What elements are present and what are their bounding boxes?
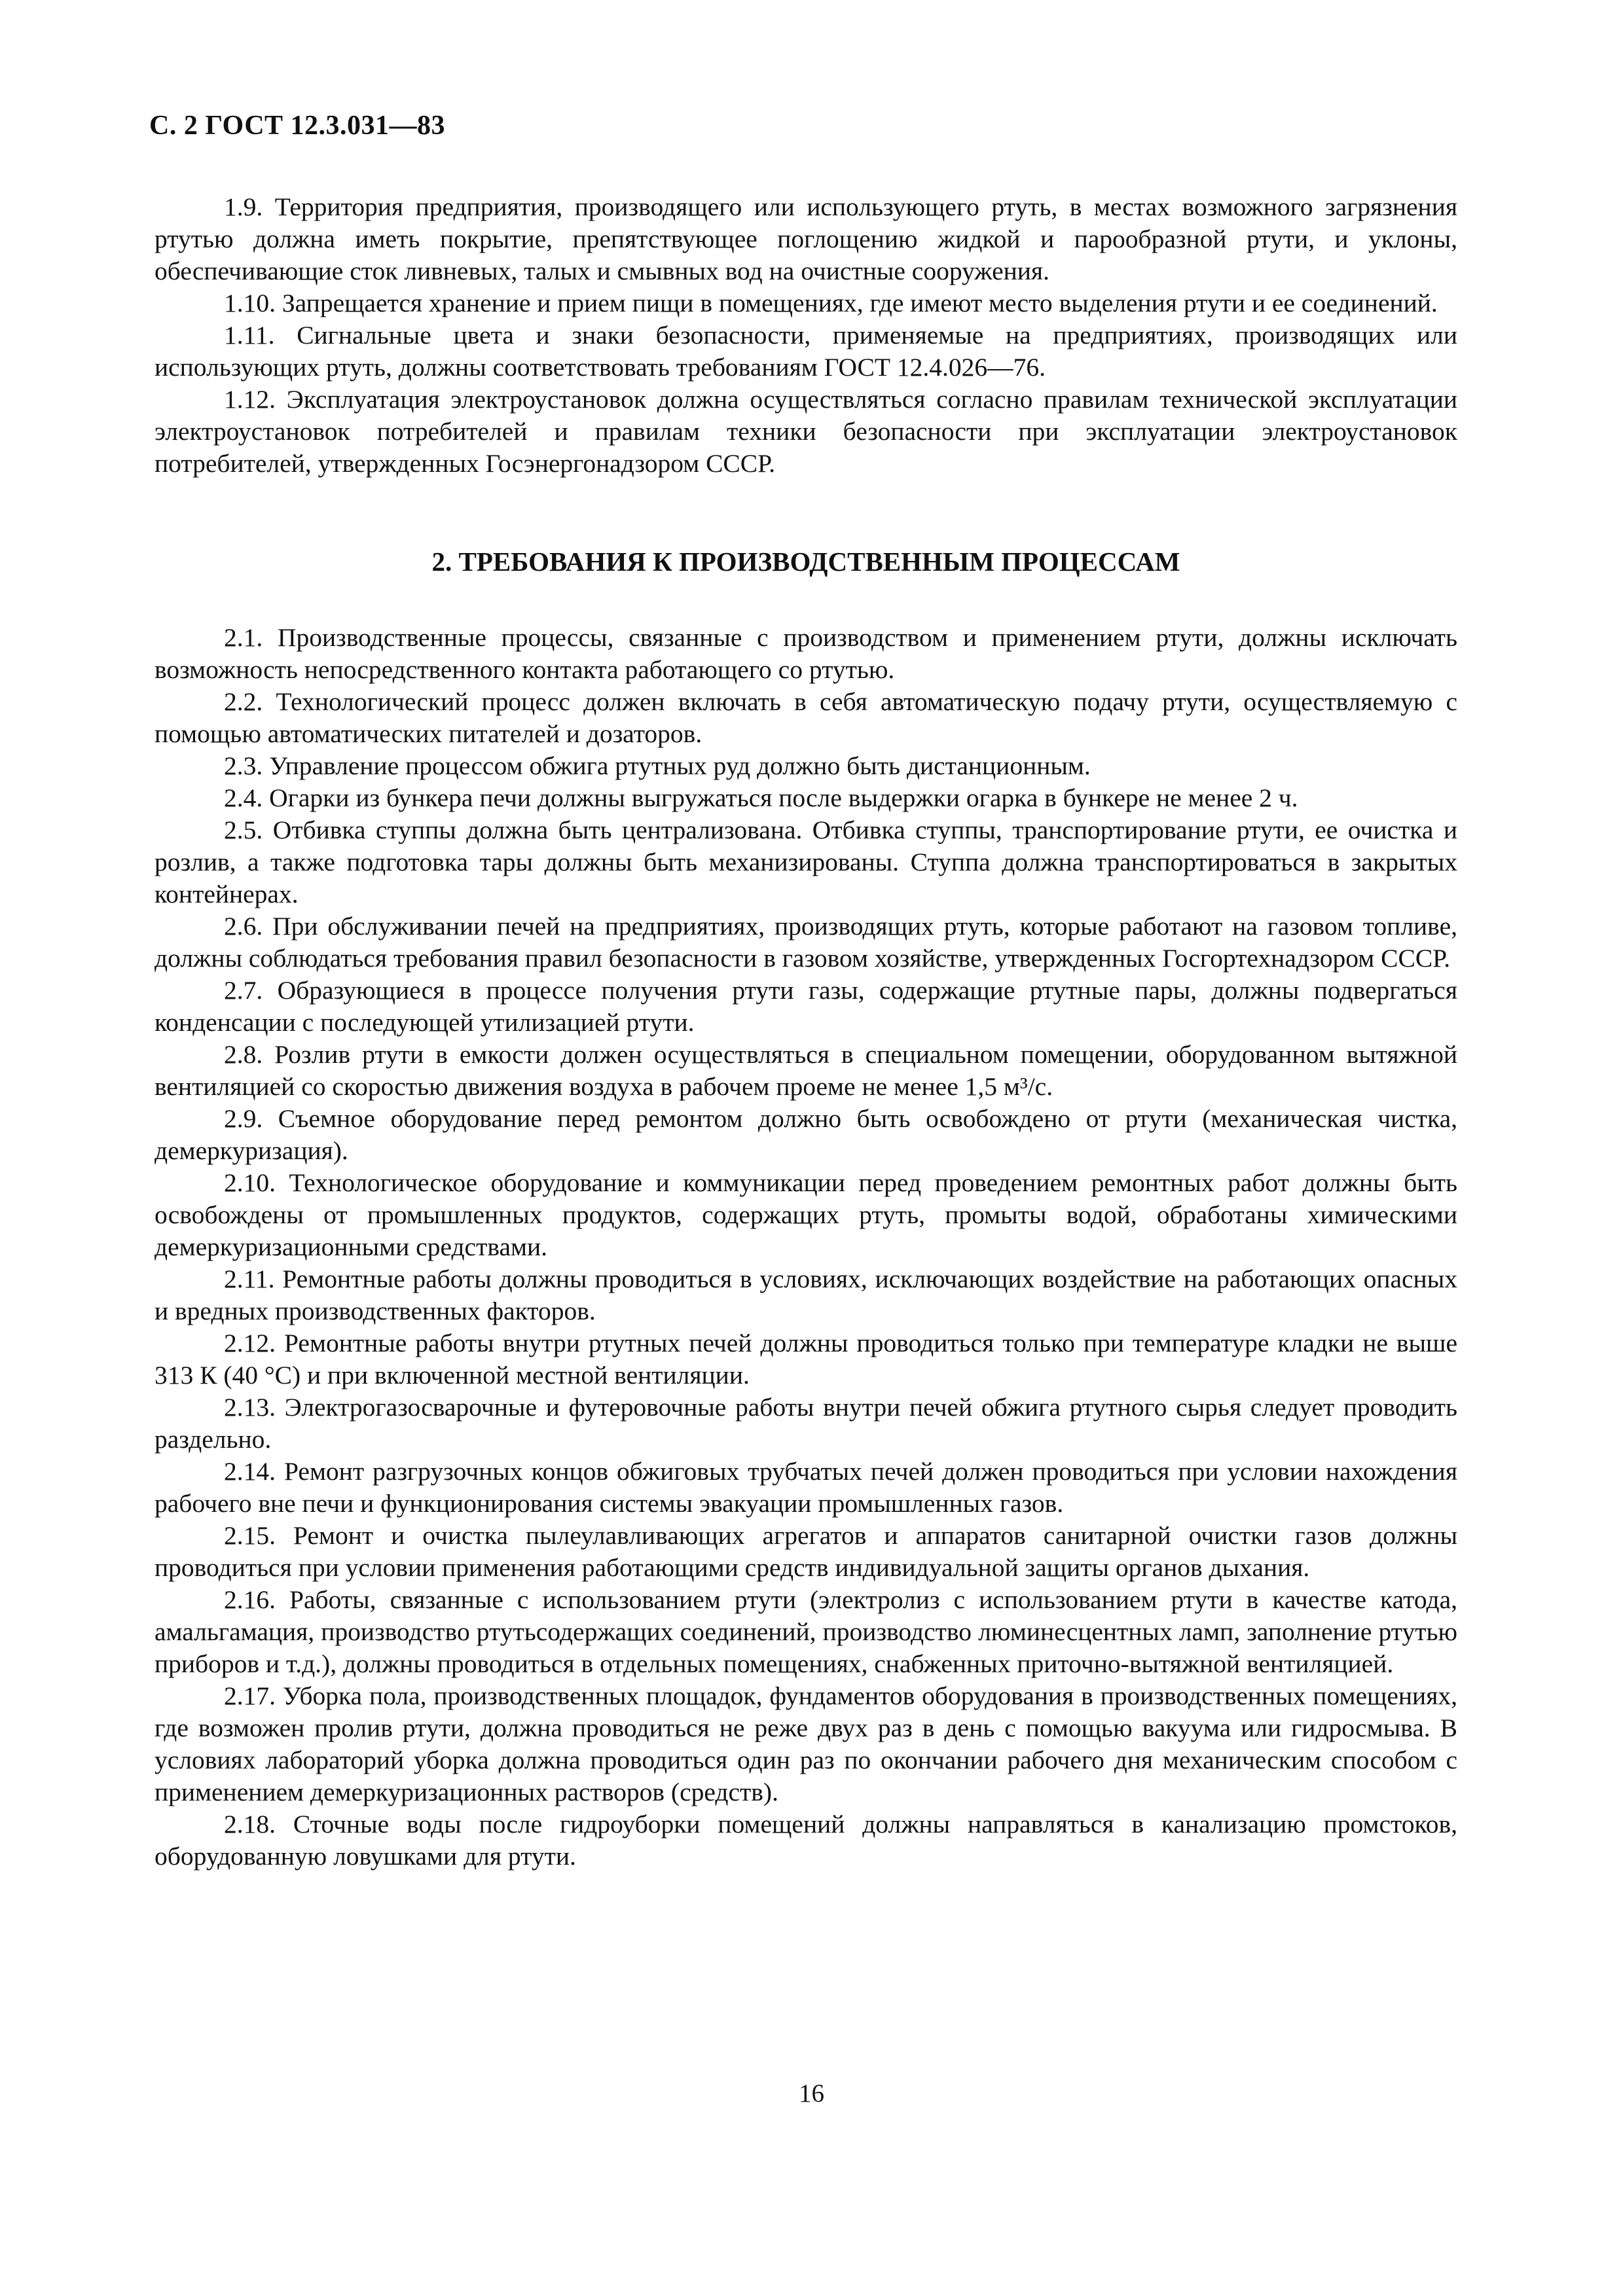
paragraph-2-15: 2.15. Ремонт и очистка пылеулавливающих агрегатов и аппаратов санитарной очистки газов должны проводиться при условии применения работающими средств индивидуальной защиты органов дыхания. [155, 1521, 1457, 1582]
paragraph-1-10: 1.10. Запрещается хранение и прием пищи в помещениях, где имеют место выделения ртути и ее соединений. [224, 289, 1438, 317]
paragraph-2-17: 2.17. Уборка пола, производственных площадок, фундаментов оборудования в производственных помещениях, где возможен пролив ртути, должна проводиться не реже двух раз в день с помощью вакуума или гидросмыва. В условиях лабораторий уборка должна проводиться один раз по окончании рабочего дня механическим способом с применением демеркуризационных растворов (средств). [155, 1681, 1457, 1806]
paragraph-1-12: 1.12. Эксплуатация электроустановок должна осуществляться согласно правилам технической эксплуатации электроустановок потребителей и правилам техники безопасности при эксплуатации электроустановок потребителей, утвержденных Госэнергонадзором СССР. [155, 385, 1457, 478]
paragraph-2-10: 2.10. Технологическое оборудование и коммуникации перед проведением ремонтных работ должны быть освобождены от промышленных продуктов, содержащих ртуть, промыты водой, обработаны химическими демеркуризационными средствами. [155, 1168, 1457, 1261]
paragraph-2-7: 2.7. Образующиеся в процессе получения ртути газы, содержащие ртутные пары, должны подвергаться конденсации с последующей утилизацией ртути. [155, 976, 1457, 1037]
page-number: 16 [799, 2079, 824, 2108]
paragraph-1-9: 1.9. Территория предприятия, производящего или использующего ртуть, в местах возможного загрязнения ртутью должна иметь покрытие, препятствующее поглощению жидкой и парообразной ртути, и уклоны, обеспечивающие сток ливневых, талых и смывных вод на очистные сооружения. [155, 192, 1457, 285]
paragraph-2-13: 2.13. Электрогазосварочные и футеровочные работы внутри печей обжига ртутного сырья следует проводить раздельно. [155, 1393, 1457, 1454]
paragraph-2-1: 2.1. Производственные процессы, связанные с производством и применением ртути, должны исключать возможность непосредственного контакта работающего со ртутью. [155, 623, 1457, 684]
section-2-title: 2. ТРЕБОВАНИЯ К ПРОИЗВОДСТВЕННЫМ ПРОЦЕССАМ [431, 547, 1180, 577]
section-1-body [155, 191, 1457, 480]
section-2-body [155, 622, 1457, 1873]
paragraph-2-4: 2.4. Огарки из бункера печи должны выгружаться после выдержки огарка в бункере не менее 2 ч. [224, 783, 1298, 812]
paragraph-2-12: 2.12. Ремонтные работы внутри ртутных печей должны проводиться только при температуре кладки не выше 313 К (40 °С) и при включенной местной вентиляции. [155, 1329, 1457, 1390]
page-header: С. 2 ГОСТ 12.3.031—83 [149, 111, 446, 141]
paragraph-2-9: 2.9. Съемное оборудование перед ремонтом должно быть освобождено от ртути (механическая чистка, демеркуризация). [155, 1104, 1457, 1165]
paragraph-2-2: 2.2. Технологический процесс должен включать в себя автоматическую подачу ртути, осуществляемую с помощью автоматических питателей и дозаторов. [155, 687, 1457, 748]
paragraph-2-8: 2.8. Розлив ртути в емкости должен осуществляться в специальном помещении, оборудованном вытяжной вентиляцией со скоростью движения воздуха в рабочем проеме не менее 1,5 м³/с. [155, 1040, 1457, 1101]
paragraph-2-11: 2.11. Ремонтные работы должны проводиться в условиях, исключающих воздействие на работающих опасных и вредных производственных факторов. [155, 1265, 1457, 1325]
paragraph-2-6: 2.6. При обслуживании печей на предприятиях, производящих ртуть, которые работают на газовом топливе, должны соблюдаться требования правил безопасности в газовом хозяйстве, утвержденных Госгортехнадзором СССР. [155, 912, 1457, 973]
paragraph-1-11: 1.11. Сигнальные цвета и знаки безопасности, применяемые на предприятиях, производящих или использующих ртуть, должны соответствовать требованиям ГОСТ 12.4.026—76. [155, 321, 1457, 382]
paragraph-2-14: 2.14. Ремонт разгрузочных концов обжиговых трубчатых печей должен проводиться при условии нахождения рабочего вне печи и функционирования системы эвакуации промышленных газов. [155, 1457, 1457, 1518]
paragraph-2-16: 2.16. Работы, связанные с использованием ртути (электролиз с использованием ртути в качестве катода, амальгамация, производство ртутьсодержащих соединений, производство люминесцентных ламп, заполнение ртутью приборов и т.д.), должны проводиться в отдельных помещениях, снабженных приточно-вытяжной вентиляцией. [155, 1585, 1457, 1678]
paragraph-2-5: 2.5. Отбивка ступпы должна быть централизована. Отбивка ступпы, транспортирование ртути, ее очистка и розлив, а также подготовка тары должны быть механизированы. Ступпа должна транспортироваться в закрытых контейнерах. [155, 816, 1457, 908]
paragraph-2-3: 2.3. Управление процессом обжига ртутных руд должно быть дистанционным. [224, 751, 1091, 780]
paragraph-2-18: 2.18. Сточные воды после гидроуборки помещений должны направляться в канализацию промстоков, оборудованную ловушками для ртути. [155, 1810, 1457, 1871]
